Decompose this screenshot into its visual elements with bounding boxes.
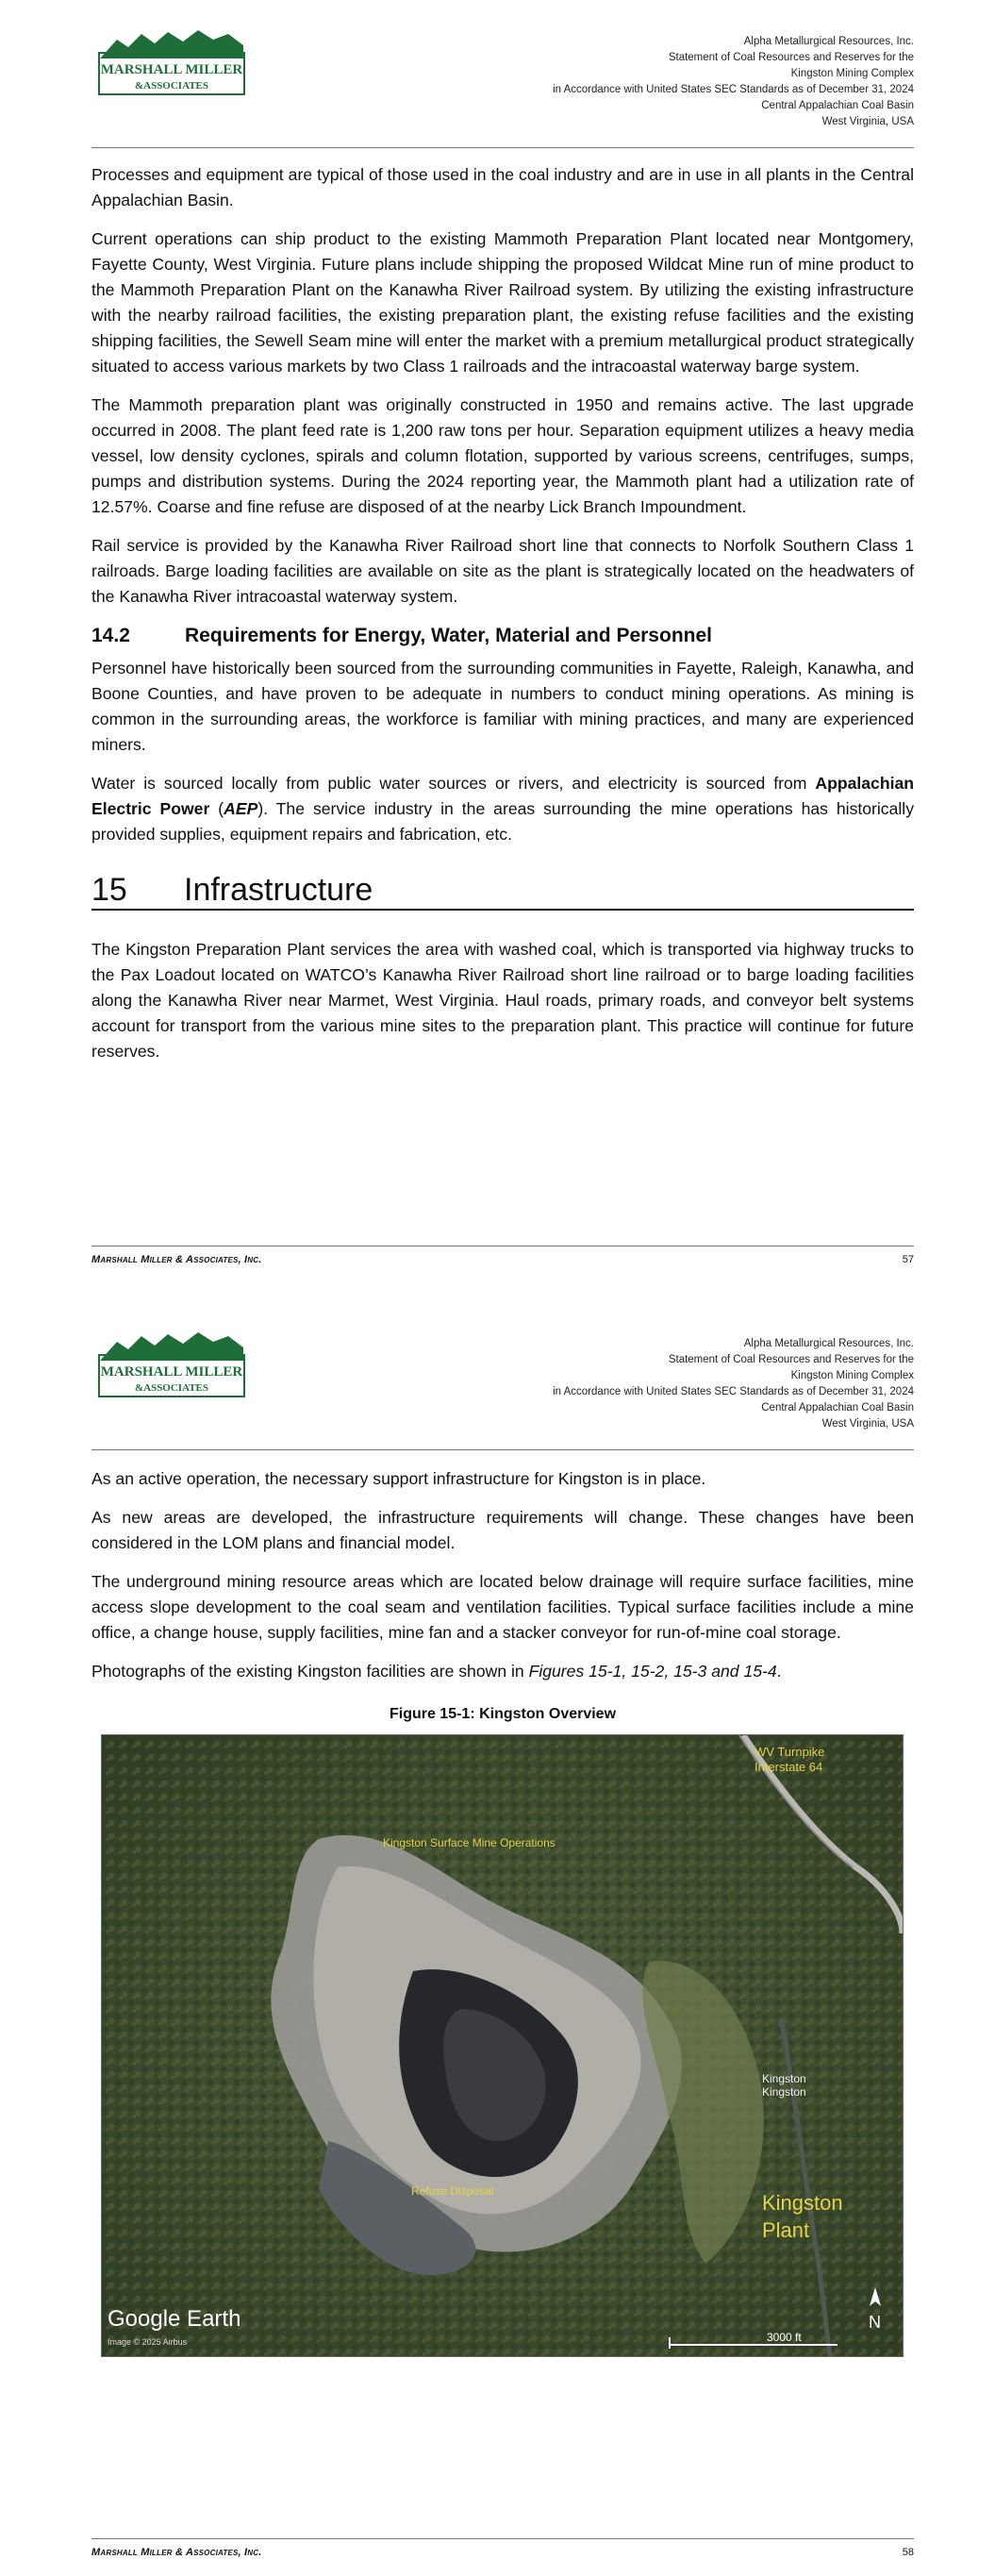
google-earth-logo: Google Earth (108, 2306, 241, 2332)
logo-text-bottom: &ASSOCIATES (134, 1382, 209, 1394)
aep-name: Appalachian Electric Power (91, 774, 914, 818)
header-line: Alpha Metallurgical Resources, Inc. (743, 36, 914, 47)
figure-references: Figures 15-1, 15-2, 15-3 and 15-4 (528, 1662, 777, 1681)
page-header (553, 34, 914, 130)
map-label-refuse: Refuse Disposal (411, 2184, 494, 2198)
section-heading-15 (91, 872, 914, 911)
aerial-image (102, 1735, 903, 2356)
map-label-plant-line1: Kingston (762, 2191, 843, 2215)
map-label-town-line2: Kingston (762, 2085, 806, 2099)
paragraph: The Kingston Preparation Plant services the area with washed coal, which is transported via highway trucks to the Pax Loadout located on WATCO’s Kanawha River Railroad short line railroad or to barge loading facilities along the Kanawha River near Marmet, West Virginia. Haul roads, primary roads, and conveyor belt systems account for transport from the various mine sites to the preparation plant. This practice will continue for future reserves. (91, 940, 914, 1061)
paragraph: Photographs of the existing Kingston facilities are shown in Figures 15-1, 15-2, 15-3 and 15-4. (91, 1662, 782, 1681)
company-logo (96, 1329, 247, 1400)
footer-company: Marshall Miller & Associates, Inc. (91, 2547, 262, 2558)
section-title: Requirements for Energy, Water, Material and Personnel (185, 625, 712, 646)
page-57 (0, 0, 995, 1283)
header-divider (91, 147, 914, 148)
north-label: N (869, 2313, 881, 2332)
section-number: 14.2 (91, 625, 130, 646)
logo-text-top: MARSHALL MILLER (100, 62, 243, 77)
paragraph: Current operations can ship product to the existing Mammoth Preparation Plant located near Montgomery, Fayette County, West Virginia. Future plans include shipping the proposed Wildcat Mine run of mine product to the Mammoth Preparation Plant on the Kanawha River Railroad system. By utilizing the existing infrastructure with the nearby railroad facilities, the existing preparation plant, the existing refuse facilities and the existing shipping facilities, the Sewell Seam mine will enter the market with a premium metallurgical product strategically situated to access various markets by two Class 1 railroads and the intracoastal waterway barge system. (91, 229, 914, 376)
footer-company: Marshall Miller & Associates, Inc. (91, 1254, 262, 1265)
paragraph: The underground mining resource areas which are located below drainage will require surface facilities, mine access slope development to the coal seam and ventilation facilities. Typical surface facilities include a mine office, a change house, supply facilities, mine fan and a stacker conveyor for run-of-mine coal storage. (91, 1572, 914, 1642)
page-number: 57 (902, 1254, 914, 1265)
map-label-town-line1: Kingston (762, 2072, 806, 2085)
paragraph: As an active operation, the necessary support infrastructure for Kingston is in place. (91, 1469, 706, 1488)
page-58 (0, 1302, 995, 2576)
header-line: Statement of Coal Resources and Reserves for the (668, 52, 914, 63)
paragraph: Personnel have historically been sourced from the surrounding communities in Fayette, Raleigh, Kanawha, and Boone Counties, and have proven to be adequate in numbers to conduct mining operations. As mining is common in the surrounding areas, the workforce is familiar with mining practices, and many are experienced miners. (91, 659, 914, 754)
header-line: West Virginia, USA (821, 116, 914, 127)
header-line: Central Appalachian Coal Basin (761, 1402, 914, 1413)
page-footer (91, 1246, 914, 1265)
header-line: Kingston Mining Complex (790, 68, 914, 79)
aep-abbrev: AEP (224, 799, 258, 818)
section-title: Infrastructure (184, 872, 373, 908)
page-body (91, 162, 914, 1078)
header-line: in Accordance with United States SEC Standards as of December 31, 2024 (553, 1386, 914, 1397)
figure-caption: Figure 15-1: Kingston Overview (389, 1706, 617, 1722)
logo-text-top: MARSHALL MILLER (100, 1364, 243, 1380)
paragraph: Water is sourced locally from public water sources or rivers, and electricity is sourced from Appalachian Electric Power (AEP). The service industry in the areas surrounding the mine operations has historically provided supplies, equipment repairs and fabrication, etc. (91, 774, 915, 844)
kingston-aerial-photo (101, 1734, 904, 2357)
header-line: in Accordance with United States SEC Standards as of December 31, 2024 (553, 84, 914, 95)
paragraph: As new areas are developed, the infrastructure requirements will change. These changes have been considered in the LOM plans and financial model. (91, 1508, 914, 1552)
paragraph: The Mammoth preparation plant was originally constructed in 1950 and remains active. The last upgrade occurred in 2008. The plant feed rate is 1,200 raw tons per hour. Separation equipment utilizes a heavy media vessel, low density cyclones, spirals and column flotation, supported by various screens, centrifuges, sumps, pumps and distribution systems. During the 2024 reporting year, the Mammoth plant had a utilization rate of 12.57%. Coarse and fine refuse are disposed of at the nearby Lick Branch Impoundment. (91, 395, 914, 516)
map-label-highway-line1: WV Turnpike (755, 1745, 825, 1759)
page-body (91, 1466, 914, 2357)
scale-bar-label: 3000 ft (767, 2331, 802, 2344)
paragraph: Rail service is provided by the Kanawha River Railroad short line that connects to Norfolk Southern Class 1 railroads. Barge loading facilities are available on site as the plant is strategically located on the headwaters of the Kanawha River intracoastal waterway system. (91, 536, 914, 606)
paragraph: Processes and equipment are typical of those used in the coal industry and are in use in all plants in the Central Appalachian Basin. (91, 165, 914, 209)
page-header (553, 1336, 914, 1432)
header-line: West Virginia, USA (821, 1418, 914, 1430)
image-credit: Image © 2025 Airbus (108, 2337, 188, 2347)
section-heading-14-2 (91, 623, 914, 648)
header-divider (91, 1449, 914, 1450)
header-line: Kingston Mining Complex (790, 1370, 914, 1381)
map-label-surface-ops: Kingston Surface Mine Operations (383, 1836, 556, 1849)
header-line: Alpha Metallurgical Resources, Inc. (743, 1338, 914, 1349)
page-footer (91, 2538, 914, 2558)
company-logo (96, 26, 247, 98)
map-label-plant-line2: Plant (762, 2218, 810, 2242)
header-line: Statement of Coal Resources and Reserves for the (668, 1354, 914, 1365)
page-number: 58 (902, 2547, 914, 2558)
map-label-highway-line2: Interstate 64 (755, 1760, 823, 1774)
logo-text-bottom: &ASSOCIATES (134, 80, 209, 92)
section-number: 15 (91, 872, 127, 908)
header-line: Central Appalachian Coal Basin (761, 100, 914, 111)
